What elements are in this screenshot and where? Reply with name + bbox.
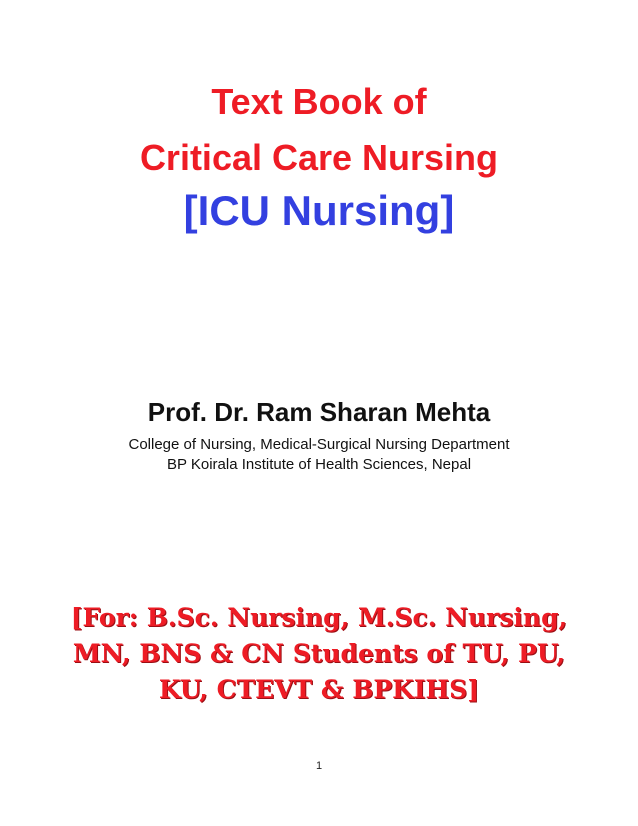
title-block — [0, 78, 638, 236]
book-title-line-1: Text Book of — [211, 81, 427, 122]
audience-line-1: [For: B.Sc. Nursing, M.Sc. Nursing, — [70, 603, 568, 632]
affiliation-line-2: BP Koirala Institute of Health Sciences, Nepal — [166, 456, 472, 473]
affiliation-line-1: College of Nursing, Medical-Surgical Nursing Department — [128, 436, 510, 453]
page-number: 1 — [315, 760, 323, 772]
author-name: Prof. Dr. Ram Sharan Mehta — [147, 397, 491, 427]
audience-block — [0, 600, 638, 708]
book-title-line-2: Critical Care Nursing — [139, 137, 499, 178]
author-block — [0, 395, 638, 475]
audience-line-3: KU, CTEVT & BPKIHS] — [158, 675, 480, 704]
book-subtitle: [ICU Nursing] — [183, 187, 455, 234]
audience-line-2: MN, BNS & CN Students of TU, PU, — [72, 639, 566, 668]
